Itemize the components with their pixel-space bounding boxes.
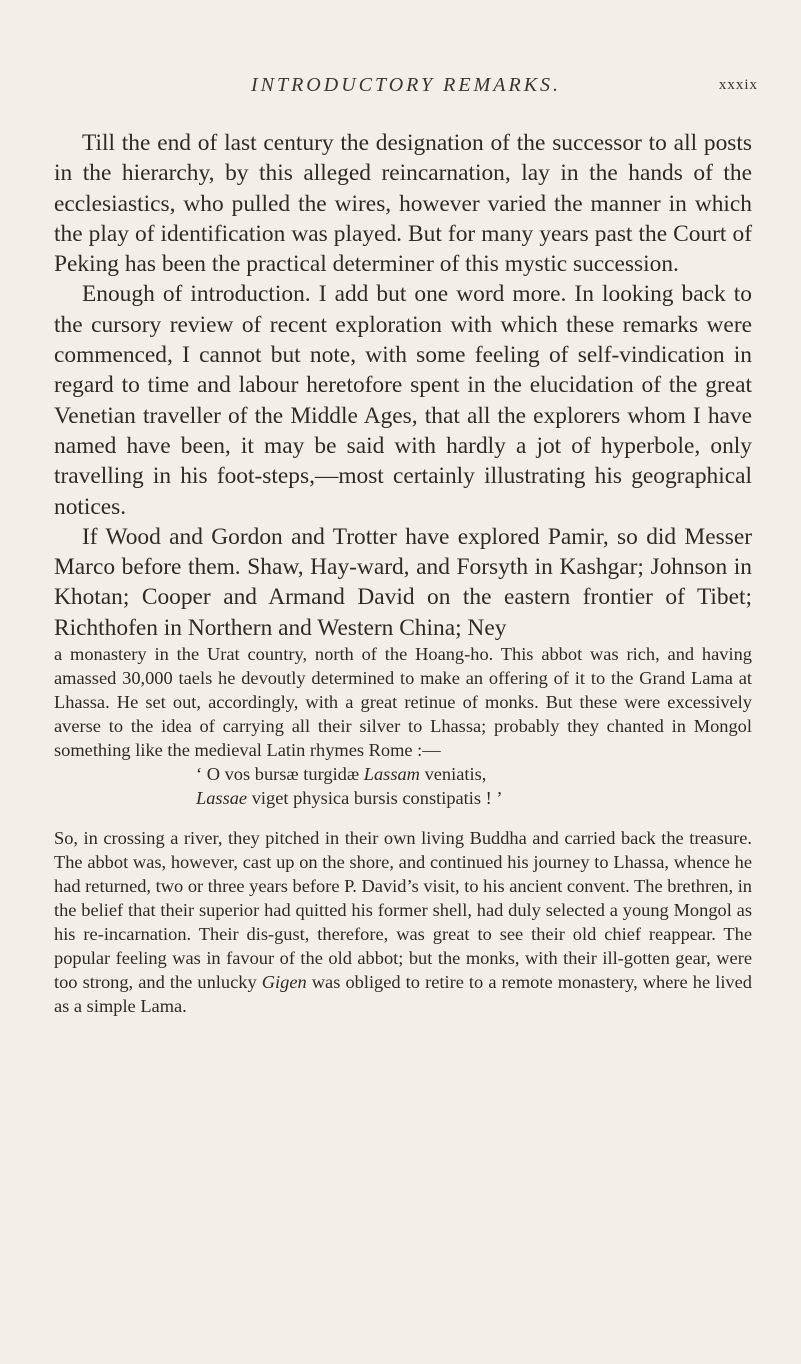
main-paragraph-1: Till the end of last century the designation of the successor to all posts in the hierarchy, by this alleged reincarnation, lay in the hands of the ecclesiastics, who pulled the wires, however varied the manner in which the play of identification was played. But for many years past the Court of Peking has been the practical determiner of this mystic succession.	[54, 130, 752, 278]
note-paragraph-2	[54, 826, 752, 1018]
page-number: xxxix	[718, 77, 758, 93]
note-paragraph-1: a monastery in the Urat country, north of the Hoang-ho. This abbot was rich, and having amassed 30,000 taels he devoutly determined to make an offering of it to the Grand Lama at Lhassa. He set out, accordingly, with a great retinue of monks. But these were excessively averse to the idea of carrying all their silver to Lhassa; probably they chanted in Mongol something like the medieval Latin rhymes Rome :—	[54, 644, 752, 760]
verse-1-italic: Lassam	[363, 764, 420, 784]
verse-gap	[54, 810, 752, 826]
running-head	[54, 74, 758, 104]
main-paragraph-3: If Wood and Gordon and Trotter have explored Pamir, so did Messer Marco before them. Shaw, Hay-ward, and Forsyth in Kashgar; Johnson in Khotan; Cooper and Armand David on the eastern frontier of Tibet; Richthofen in Northern and Western China; Ney	[54, 523, 752, 641]
verse-line-2	[196, 786, 752, 810]
gigen-term: Gigen	[261, 972, 307, 992]
verse-1-open: ‘ O vos bursæ turgidæ	[196, 764, 364, 784]
footnote-text	[54, 642, 752, 1018]
verse-1-close: veniatis,	[419, 764, 487, 784]
verse-line-1	[196, 762, 752, 786]
main-text	[54, 128, 752, 643]
verse-2-italic: Lassae	[196, 788, 248, 808]
verse-2-close: viget physica bursis constipatis ! ’	[247, 788, 503, 808]
note-paragraph-2-after: was obliged to retire to a remote monastery, where he lived as a simple Lama.	[54, 972, 752, 1016]
main-paragraph-2: Enough of introduction. I add but one word more. In looking back to the cursory review of recent exploration with which these remarks were commenced, I cannot but note, with some feeling of self-vindication in regard to time and labour heretofore spent in the elucidation of the great Venetian traveller of the Middle Ages, that all the explorers whom I have named have been, it may be said with hardly a jot of hyperbole, only travelling in his foot-steps,—most certainly illustrating his geographical notices.	[54, 281, 752, 520]
note-paragraph-2-before: So, in crossing a river, they pitched in their own living Buddha and carried back the treasure. The abbot was, however, cast up on the shore, and continued his journey to Lhassa, whence he had returned, two or three years before P. David’s visit, to his ancient convent. The brethren, in the belief that their superior had quitted his former shell, had duly selected a young Mongol as his re-incarnation. Their dis-gust, therefore, was great to see their old chief reappear. The popular feeling was in favour of the old abbot; but the monks, with their ill-gotten gear, were too strong, and the unlucky	[54, 828, 752, 992]
running-title: INTRODUCTORY REMARKS.	[250, 74, 562, 96]
